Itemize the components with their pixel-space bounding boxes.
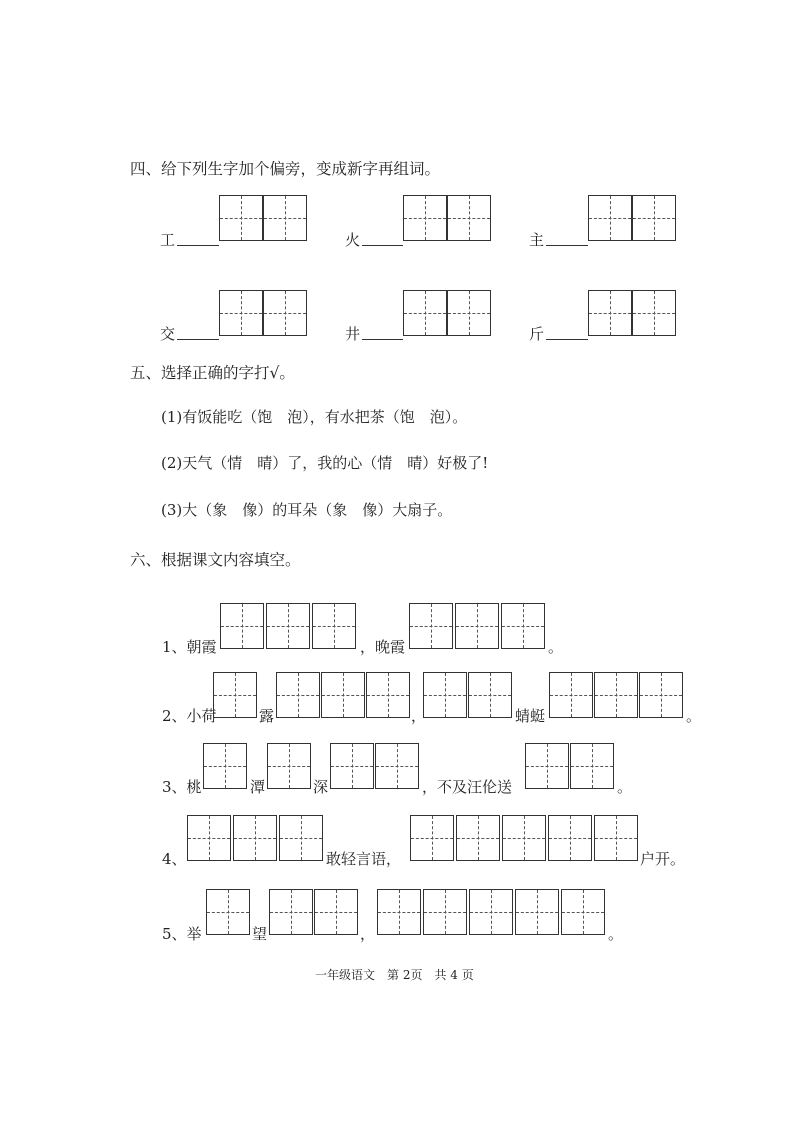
writing-box[interactable] bbox=[366, 672, 410, 718]
writing-box[interactable] bbox=[276, 672, 320, 718]
writing-box[interactable] bbox=[469, 889, 513, 935]
writing-box[interactable] bbox=[588, 195, 632, 241]
choice-question-1[interactable]: (1)有饭能吃（饱 泡），有水把茶（饱 泡）。 bbox=[161, 408, 468, 426]
fill-line-3-end: 。 bbox=[617, 778, 633, 796]
fill-line-1-prefix: 1、朝霞 bbox=[162, 638, 217, 656]
fill-line-5-end: 。 bbox=[608, 925, 624, 943]
writing-box[interactable] bbox=[456, 815, 500, 861]
section4-heading: 四、给下列生字加个偏旁，变成新字再组词。 bbox=[130, 160, 441, 178]
writing-box[interactable] bbox=[588, 290, 632, 336]
writing-box[interactable] bbox=[468, 672, 512, 718]
choice-question-2[interactable]: (2)天气（情 晴）了，我的心（情 晴）好极了! bbox=[161, 454, 489, 472]
answer-blank[interactable] bbox=[362, 245, 403, 246]
writing-box[interactable] bbox=[447, 290, 491, 336]
writing-box[interactable] bbox=[409, 603, 453, 649]
writing-box[interactable] bbox=[269, 889, 313, 935]
radical-item-1: 工 bbox=[160, 231, 176, 249]
section6-heading: 六、根据课文内容填空。 bbox=[130, 551, 301, 569]
answer-blank[interactable] bbox=[546, 245, 588, 246]
writing-box[interactable] bbox=[220, 603, 264, 649]
writing-box[interactable] bbox=[279, 815, 323, 861]
answer-blank[interactable] bbox=[546, 339, 588, 340]
writing-box[interactable] bbox=[549, 672, 593, 718]
writing-box[interactable] bbox=[570, 743, 614, 789]
fill-line-3-mid2: 深 bbox=[313, 778, 329, 796]
radical-item-6: 斤 bbox=[529, 325, 545, 343]
fill-line-4-mid: 敢轻言语， bbox=[326, 850, 402, 868]
writing-box[interactable] bbox=[455, 603, 499, 649]
fill-line-2-mid2: 蜻蜓 bbox=[515, 707, 546, 725]
writing-box[interactable] bbox=[312, 603, 356, 649]
writing-box[interactable] bbox=[330, 743, 374, 789]
writing-box[interactable] bbox=[502, 815, 546, 861]
writing-box[interactable] bbox=[321, 672, 365, 718]
writing-box[interactable] bbox=[423, 672, 467, 718]
fill-line-1-mid: ，晚霞 bbox=[360, 638, 406, 656]
writing-box[interactable] bbox=[213, 672, 257, 718]
writing-box[interactable] bbox=[219, 290, 263, 336]
writing-box[interactable] bbox=[632, 290, 676, 336]
fill-line-2-comma: ， bbox=[411, 707, 427, 725]
writing-box[interactable] bbox=[423, 889, 467, 935]
radical-item-5: 井 bbox=[345, 325, 361, 343]
page-footer: 一年级语文 第 2页 共 4 页 bbox=[315, 968, 474, 982]
writing-box[interactable] bbox=[403, 290, 447, 336]
fill-line-3-mid1: 潭 bbox=[250, 778, 266, 796]
writing-box[interactable] bbox=[515, 889, 559, 935]
fill-line-5-comma: ， bbox=[360, 925, 376, 943]
answer-blank[interactable] bbox=[362, 339, 403, 340]
writing-box[interactable] bbox=[266, 603, 310, 649]
fill-line-4-prefix: 4、 bbox=[162, 850, 187, 868]
answer-blank[interactable] bbox=[177, 339, 219, 340]
fill-line-2-prefix: 2、小荷 bbox=[162, 707, 217, 725]
fill-line-2-end: 。 bbox=[686, 707, 702, 725]
writing-box[interactable] bbox=[594, 672, 638, 718]
writing-box[interactable] bbox=[501, 603, 545, 649]
writing-box[interactable] bbox=[263, 290, 307, 336]
writing-box[interactable] bbox=[267, 743, 311, 789]
radical-item-2: 火 bbox=[345, 231, 361, 249]
writing-box[interactable] bbox=[410, 815, 454, 861]
radical-item-3: 主 bbox=[529, 231, 545, 249]
fill-line-5-prefix: 5、举 bbox=[162, 925, 202, 943]
section5-heading: 五、选择正确的字打√。 bbox=[130, 364, 295, 382]
fill-line-4-end: 户开。 bbox=[640, 850, 686, 868]
fill-line-5-mid: 望 bbox=[252, 925, 268, 943]
writing-box[interactable] bbox=[263, 195, 307, 241]
writing-box[interactable] bbox=[639, 672, 683, 718]
writing-box[interactable] bbox=[561, 889, 605, 935]
writing-box[interactable] bbox=[525, 743, 569, 789]
fill-line-1-end: 。 bbox=[548, 638, 564, 656]
writing-box[interactable] bbox=[548, 815, 592, 861]
writing-box[interactable] bbox=[377, 889, 421, 935]
writing-box[interactable] bbox=[203, 743, 247, 789]
fill-line-2-mid1: 露 bbox=[259, 707, 275, 725]
radical-item-4: 交 bbox=[160, 325, 176, 343]
writing-box[interactable] bbox=[219, 195, 263, 241]
writing-box[interactable] bbox=[632, 195, 676, 241]
writing-box[interactable] bbox=[447, 195, 491, 241]
writing-box[interactable] bbox=[187, 815, 231, 861]
writing-box[interactable] bbox=[403, 195, 447, 241]
writing-box[interactable] bbox=[206, 889, 250, 935]
fill-line-3-prefix: 3、桃 bbox=[162, 778, 202, 796]
writing-box[interactable] bbox=[594, 815, 638, 861]
answer-blank[interactable] bbox=[177, 245, 219, 246]
fill-line-3-mid3: ，不及汪伦送 bbox=[422, 778, 513, 796]
writing-box[interactable] bbox=[375, 743, 419, 789]
choice-question-3[interactable]: (3)大（象 像）的耳朵（象 像）大扇子。 bbox=[161, 501, 453, 519]
writing-box[interactable] bbox=[233, 815, 277, 861]
writing-box[interactable] bbox=[314, 889, 358, 935]
